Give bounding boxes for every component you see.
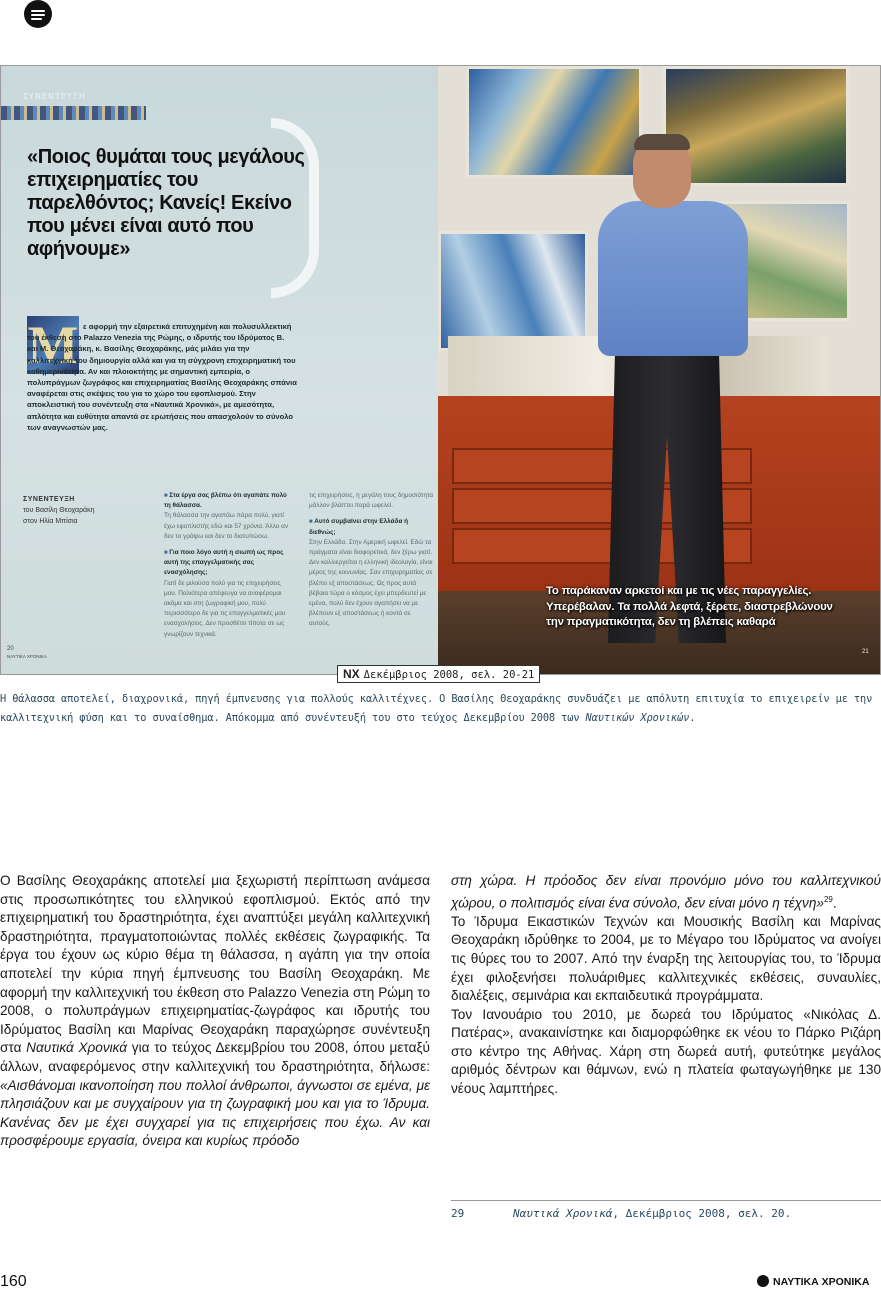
- body-column-left: [0, 872, 430, 1151]
- body-paragraph: Ο Βασίλης Θεοχαράκης αποτελεί μια ξεχωριστή περίπτωση ανάμεσα στις προσωπικότητες του ελληνικού εφοπλισμού. Εκτός από την επιχειρηματική του δραστηριότητα, έχει αναπτύξει μεγάλη καλλιτεχνική δραστηριότητα, πραγματοποιώντας πολλές εκθέσεις ζωγραφικής. Τα έργα του έχουν ως κύριο θέμα τη θάλασσα, η αγάπη για την οποία αποτελεί την κύρια πηγή έμπνευσης του Βασίλη Θεοχαράκη. Με αφορμή την καλλιτεχνική του έκθεση στο Palazzo Venezia στη Ρώμη το 2008, ο πολυπράγμων επιχειρηματίας-ζωγράφος και ιδρυτής του Ιδρύματος Βασίλη και Μαρίνας Θεοχαράκη παραχώρησε συνέντευξη στα Ναυτικά Χρονικά για το τεύχος Δεκεμβρίου του 2008, όπου μεταξύ άλλων, αναφερόμενος στην καλλιτεχνική του δραστηριότητα, δήλωσε: «Αισθάνομαι ικανοποίηση που πολλοί άνθρωποι, άγνωστοι σε εμένα, με πλησιάζουν και με συγχαίρουν για τη ζωγραφική μου και για το Ίδρυμα. Κανένας δεν με έχει συγχαρεί για τις επιχειρήσεις που έχω. Αν και προσφέρουμε εργασία, όνειρα και κυρίως πρόοδο: [0, 873, 430, 1149]
- body-paragraph: στη χώρα. Η πρόοδος δεν είναι προνόμιο μόνο του καλλιτεχνικού χώρου, ο πολιτισμός είναι ένα σύνολο, δεν είναι μόνο η τέχνη»$^{29}$.: [451, 873, 881, 911]
- spread-question: ■ Για ποιο λόγο αυτή η σιωπή ως προς αυτή της επαγγελματικής σας ενασχόλησης;: [164, 548, 294, 579]
- body-column-right: [451, 872, 881, 1099]
- footnote-ref: 29: [823, 894, 833, 904]
- page-number: 160: [0, 1273, 27, 1290]
- spread-headline: «Ποιος θυμάται τους μεγάλους επιχειρηματίες του παρελθόντος; Κανείς! Εκείνο που μένει είναι αυτό που αφήνουμε»: [27, 146, 305, 260]
- quote: «Αισθάνομαι ικανοποίηση που πολλοί άνθρωποι, άγνωστοι σε εμένα, με πλησιάζουν και με συγχαίρουν για τη ζωγραφική μου και για το Ίδρυμα. Κανένας δεν με έχει συγχαρεί για τις επιχειρήσεις που έχω. Αν και προσφέρουμε εργασία, όνειρα και κυρίως πρόοδο: [0, 1077, 430, 1149]
- spread-answer: τις επιχειρήσεις, η μεγάλη τους δημοσιότητα μάλλον βλάπτει παρά ωφελεί.: [309, 492, 434, 510]
- footnote-divider: [451, 1200, 881, 1201]
- figure-caption-emphasis: Ναυτικών Χρονικών: [585, 712, 690, 724]
- magazine-spread-image: [0, 65, 881, 675]
- byline-label: ΣΥΝΕΝΤΕΥΞΗ: [23, 496, 75, 503]
- portrait-subject-shirt: [598, 201, 748, 356]
- footnote: 29 Ναυτικά Χρονικά, Δεκέμβριος 2008, σελ. 20.: [451, 1207, 792, 1220]
- spread-answer: Τη θάλασσα την αγαπάω πάρα πολύ, γιατί έχω εφοπλιστής εδώ και 57 χρόνια. Άλλο αν δεν το γράψω και δεν το διατυπώσω.: [164, 512, 289, 540]
- byline-author: στον Ηλία Μπίσια: [23, 518, 78, 525]
- spread-question: ■ Στα έργα σας βλέπω ότι αγαπάτε πολύ τη θάλασσα.: [164, 491, 294, 511]
- quote: στη χώρα. Η πρόοδος δεν είναι προνόμιο μόνο του καλλιτεχνικού χώρου, ο πολιτισμός είναι ένα σύνολο, δεν είναι μόνο η τέχνη»: [451, 873, 881, 911]
- figure-caption: Η θάλασσα αποτελεί, διαχρονικά, πηγή έμπνευσης για πολλούς καλλιτέχνες. Ο Βασίλης Θεοχαράκης συνδυάζει με απόλυτη επιτυχία το επιχειρείν με την καλλιτεχνική φύση και το συναίσθημα. Απόκομμα από συνέντευξή του στο τεύχος Δεκεμβρίου 2008 των Ναυτικών Χρονικών.: [0, 693, 873, 724]
- seascape-painting: [466, 66, 642, 178]
- spread-right-page-number: 21: [862, 649, 869, 655]
- spread-column-1: [164, 491, 294, 640]
- source-mark: NX: [343, 667, 360, 681]
- source-label: [337, 665, 540, 683]
- spread-section-label: ΣΥΝΕΝΤΕΥΞΗ: [23, 92, 86, 101]
- footer-brand: ΝΑΥΤΙΚΑ ΧΡΟΝΙΚΑ: [757, 1276, 869, 1288]
- seascape-painting: [438, 231, 588, 351]
- spread-answer: Γιατί δε μιλούσα πολύ για τις επιχειρήσεις μου. Παλιότερα απέφευγα να αναφέρομαι ακόμα και στη ζωγραφική μου, πολύ περισσότερο δε για τις επαγγελματικές μου ενασχολήσεις. Δεν προσθέτει τίποτα σε ως γνωρίζουν τεχνικά.: [164, 579, 286, 638]
- spread-right-page-photo: [438, 66, 881, 675]
- body-paragraph: Το Ίδρυμα Εικαστικών Τεχνών και Μουσικής Βασίλη και Μαρίνας Θεοχαράκη ιδρύθηκε το 2004, με το Μέγαρο του Ιδρύματος να ανοίγει τις θύρες του το 2007. Από την έναρξη της λειτουργίας του, το Ίδρυμα έχει φιλοξενήσει πολυάριθμες καλλιτεχνικές εκθέσεις, συναυλίες, διαλέξεις, σεμινάρια και εκπαιδευτικά προγράμματα.: [451, 913, 881, 1004]
- spread-dropcap: Μ: [27, 315, 79, 375]
- spread-left-page-number: 20 ΝΑΥΤΙΚΑ ΧΡΟΝΙΚΑ: [7, 646, 47, 659]
- spread-left-page: [1, 66, 438, 675]
- publication-logo-icon: [24, 0, 52, 28]
- body-paragraph: Τον Ιανουάριο του 2010, με δωρεά του Ιδρύματος «Νικόλας Δ. Πατέρας», ανακαινίστηκε και διαμορφώθηκε εκ νέου το Πάρκο Ριζάρη στο κέντρο της Αθήνας. Χάρη στη δωρεά αυτή, φυτεύτηκε μεγάλος αριθμός δέντρων και θάμνων, ενώ η πλατεία φωταγωγήθηκε με 130 νέους λαμπτήρες.: [451, 1006, 881, 1097]
- byline-person: του Βασίλη Θεοχαράκη: [23, 507, 95, 514]
- spread-byline: [23, 494, 143, 527]
- spread-column-2: [309, 491, 434, 630]
- publication-logo-icon: [757, 1275, 769, 1287]
- spread-photo-caption: Το παράκαναν αρκετοί και με τις νέες παραγγελίες. Υπερέβαλαν. Τα πολλά λεφτά, ξέρετε, διαστρεβλώνουν την πραγματικότητα, δεν τη βλέπεις καθαρά: [546, 585, 833, 628]
- spread-answer: Στην Ελλάδα. Στην Αμερική ωφελεί. Εδώ τα πράγματα είναι διαφορετικά, δεν ξέρω γιατί. Δεν καλλιεργείται η ελληνική ιδεολογία, είναι μέρος της κοινωνίας. Σαν επιχειρηματίας σε βλέπει εξ αποστάσεως. Ως προς αυτά βέβαια τώρα ο κόσμος έχει μπερδευτεί με εμένα, πολύ δεν έχουν αγαπήσει να με βλέπουν εξ αποστάσεως ή κοντά σε αυτούς.: [309, 538, 433, 628]
- source-text: Δεκέμβριος 2008, σελ. 20-21: [363, 669, 535, 681]
- decorative-band: [1, 106, 146, 120]
- portrait-subject-hair: [634, 134, 690, 150]
- spread-lede: ε αφορμή την εξαιρετικά επιτυχημένη και πολυσυλλεκτική του έκθεση στο Palazzo Venezia της Ρώμης, ο ιδρυτής του Ιδρύματος Β. και Μ. Θεοχαράκη, κ. Βασίλης Θεοχαράκης, μάς μιλάει για την καλλιτεχνική του δημιουργία αλλά και για τη σύγχρονη επιχειρηματική του καθημερινότητα. Αν και πλοιοκτήτης με σημαντική εμπειρία, ο πολυπράγμων ζωγράφος και επιχειρηματίας Βασίλης Θεοχαράκης σπάνια αναφέρεται στις σκέψεις του για το χώρο του εφοπλισμού. Στην αποκλειστική του συνέντευξη στα «Ναυτικά Χρονικά», με αμεσότητα, απλότητα και ευθύτητα απαντά σε ερωτήσεις που απασχολούν το σύνολο των αναγνωστών μας.: [27, 322, 297, 432]
- spread-question: ■ Αυτό συμβαίνει στην Ελλάδα ή διεθνώς;: [309, 517, 434, 537]
